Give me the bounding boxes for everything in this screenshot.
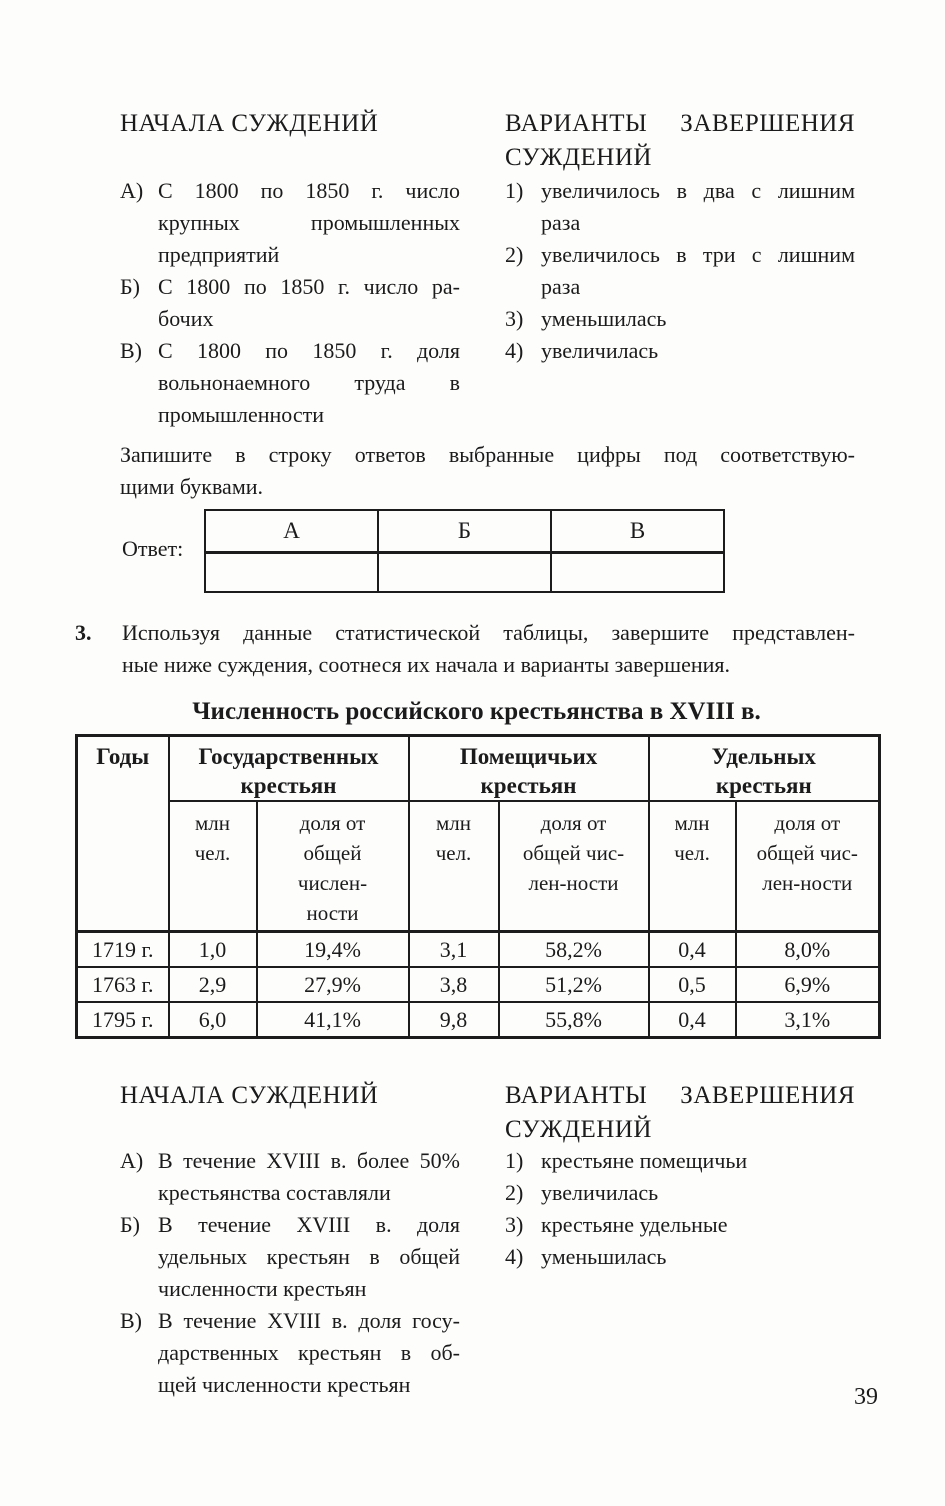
item-label: 3) — [505, 1212, 524, 1237]
instruction-text: Запишите в строку ответов выбранные цифры под соответствую- щими буквами. — [120, 442, 855, 499]
table-row-1719 — [77, 932, 880, 968]
item-text: увеличилась — [541, 338, 659, 363]
ending-item-4 — [505, 335, 855, 367]
beginning-item-b — [120, 271, 460, 335]
matching-section-2 — [120, 1079, 945, 1401]
endings-column-1 — [505, 107, 855, 431]
value-cell: 6,9% — [736, 967, 880, 1002]
value-cell: 3,8 — [409, 967, 499, 1002]
matching-section-1 — [120, 107, 945, 431]
years-column-header: Годы — [77, 736, 169, 932]
item-label: 3) — [505, 306, 524, 331]
item-label: 1) — [505, 178, 524, 203]
answer-col-header-b: Б — [378, 510, 551, 553]
item-label: 4) — [505, 1244, 524, 1269]
endings-heading-2: ВАРИАНТЫ ЗАВЕРШЕНИЯ СУЖДЕНИЙ — [505, 1082, 855, 1143]
value-cell: 3,1% — [736, 1002, 880, 1038]
task-3 — [75, 617, 945, 681]
answer-cell-b — [378, 553, 551, 593]
item-text: В течение XVIII в. более 50% крестьянства составляли — [158, 1148, 460, 1205]
answer-col-header-a: А — [205, 510, 378, 553]
answer-label: Ответ: — [122, 536, 184, 561]
beginnings-heading-1: НАЧАЛА СУЖДЕНИЙ — [120, 110, 379, 137]
ending-item-4 — [505, 1241, 855, 1273]
subheader-landlord-share: доля от общей чис- лен-ности — [499, 801, 649, 932]
ending-item-3 — [505, 303, 855, 335]
value-cell: 3,1 — [409, 932, 499, 968]
item-text: увеличилось в три с лишним раза — [541, 242, 855, 299]
item-text: крестьяне удельные — [541, 1212, 728, 1237]
value-cell: 0,5 — [649, 967, 736, 1002]
value-cell: 19,4% — [257, 932, 409, 968]
beginning-item-a — [120, 175, 460, 271]
item-text: В течение XVIII в. доля госу- дарственных крестьян в об- щей численности крестьян — [158, 1308, 460, 1397]
table-row-1763 — [77, 967, 880, 1002]
group-header-state-peasants: Государственных крестьян — [169, 736, 409, 802]
beginning-item-v — [120, 1305, 460, 1401]
task-number: 3. — [75, 620, 92, 645]
value-cell: 51,2% — [499, 967, 649, 1002]
ending-item-1 — [505, 1145, 855, 1177]
value-cell: 8,0% — [736, 932, 880, 968]
peasantry-stat-table — [75, 734, 881, 1039]
subheader-state-mln: млн чел. — [169, 801, 257, 932]
beginning-item-v — [120, 335, 460, 431]
answer-col-header-v: В — [551, 510, 724, 553]
item-label: Б) — [120, 274, 140, 299]
subheader-state-share: доля от общей числен- ности — [257, 801, 409, 932]
value-cell: 0,4 — [649, 1002, 736, 1038]
item-text: уменьшилась — [541, 306, 667, 331]
answer-cell-v — [551, 553, 724, 593]
year-cell: 1763 г. — [77, 967, 169, 1002]
subheader-appanage-mln: млн чел. — [649, 801, 736, 932]
stat-table-title: Численность российского крестьянства в XVIII в. — [192, 698, 761, 725]
value-cell: 55,8% — [499, 1002, 649, 1038]
beginnings-column-2 — [120, 1079, 460, 1401]
beginnings-heading-2: НАЧАЛА СУЖДЕНИЙ — [120, 1082, 379, 1109]
value-cell: 9,8 — [409, 1002, 499, 1038]
item-text: уменьшилась — [541, 1244, 667, 1269]
beginning-item-a — [120, 1145, 460, 1209]
task-text: Используя данные статистической таблицы, завершите представлен- ные ниже суждения, соотнеся их начала и варианты завершения. — [122, 620, 855, 677]
item-label: 2) — [505, 1180, 524, 1205]
item-text: С 1800 по 1850 г. число крупных промышленных предприятий — [158, 178, 460, 267]
ending-item-1 — [505, 175, 855, 239]
table-row-1795 — [77, 1002, 880, 1038]
item-text: В течение XVIII в. доля удельных крестьян в общей численности крестьян — [158, 1212, 460, 1301]
answer-table — [204, 509, 725, 593]
answer-row — [122, 509, 945, 593]
answer-cell-a — [205, 553, 378, 593]
value-cell: 6,0 — [169, 1002, 257, 1038]
value-cell: 2,9 — [169, 967, 257, 1002]
item-text: увеличилась — [541, 1180, 659, 1205]
year-cell: 1795 г. — [77, 1002, 169, 1038]
item-label: В) — [120, 338, 142, 363]
ending-item-2 — [505, 1177, 855, 1209]
value-cell: 0,4 — [649, 932, 736, 968]
item-label: 4) — [505, 338, 524, 363]
group-header-appanage-peasants: Удельных крестьян — [649, 736, 880, 802]
item-label: А) — [120, 1148, 144, 1173]
value-cell: 27,9% — [257, 967, 409, 1002]
value-cell: 58,2% — [499, 932, 649, 968]
beginning-item-b — [120, 1209, 460, 1305]
endings-column-2 — [505, 1079, 855, 1401]
item-label: А) — [120, 178, 144, 203]
group-header-landlord-peasants: Помещичьих крестьян — [409, 736, 649, 802]
subheader-landlord-mln: млн чел. — [409, 801, 499, 932]
item-text: С 1800 по 1850 г. доля вольнонаемного труда в промышленности — [158, 338, 460, 427]
item-text: увеличилось в два с лишним раза — [541, 178, 855, 235]
value-cell: 41,1% — [257, 1002, 409, 1038]
ending-item-2 — [505, 239, 855, 303]
item-label: 2) — [505, 242, 524, 267]
ending-item-3 — [505, 1209, 855, 1241]
beginnings-column-1 — [120, 107, 460, 431]
value-cell: 1,0 — [169, 932, 257, 968]
item-label: В) — [120, 1308, 142, 1333]
item-label: Б) — [120, 1212, 140, 1237]
item-text: С 1800 по 1850 г. число ра- бочих — [158, 274, 460, 331]
page-number: 39 — [854, 1384, 878, 1410]
endings-heading-1: ВАРИАНТЫ ЗАВЕРШЕНИЯ СУЖДЕНИЙ — [505, 110, 855, 171]
item-text: крестьяне помещичьи — [541, 1148, 748, 1173]
subheader-appanage-share: доля от общей чис- лен-ности — [736, 801, 880, 932]
year-cell: 1719 г. — [77, 932, 169, 968]
item-label: 1) — [505, 1148, 524, 1173]
